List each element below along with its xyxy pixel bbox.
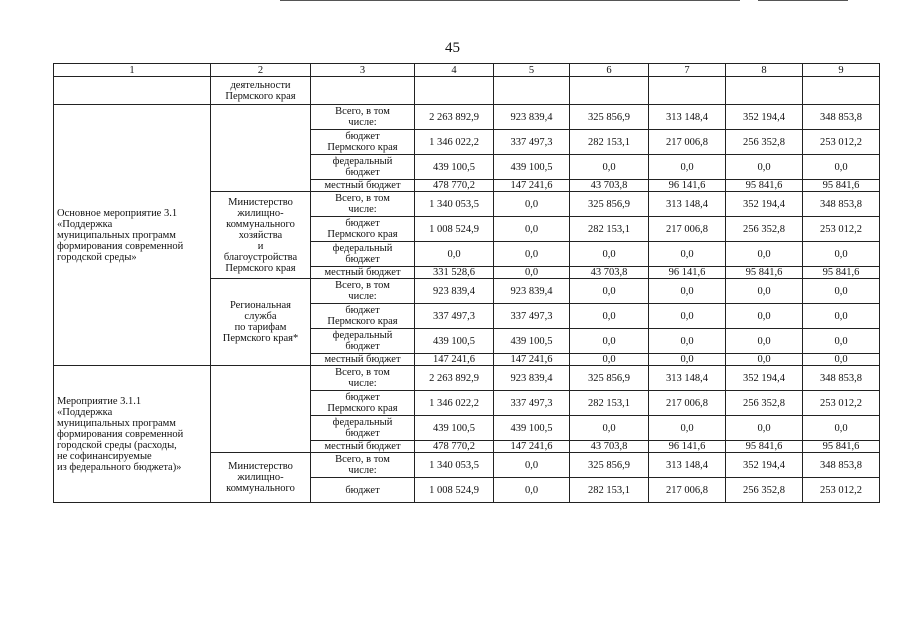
amount-cell: 0,0 xyxy=(726,416,803,441)
amount-cell: 348 853,8 xyxy=(803,366,880,391)
amount-cell: 325 856,9 xyxy=(570,105,649,130)
amount-cell: 0,0 xyxy=(803,354,880,366)
amount-cell: 253 012,2 xyxy=(803,130,880,155)
amount-cell: 923 839,4 xyxy=(494,279,570,304)
amount-cell: 256 352,8 xyxy=(726,391,803,416)
funding-source-cell: бюджет xyxy=(311,478,415,503)
amount-cell: 253 012,2 xyxy=(803,478,880,503)
amount-cell: 352 194,4 xyxy=(726,192,803,217)
header-cell: 5 xyxy=(494,64,570,77)
amount-cell: 313 148,4 xyxy=(649,453,726,478)
amount-cell: 439 100,5 xyxy=(494,155,570,180)
amount-cell: 313 148,4 xyxy=(649,192,726,217)
funding-source-cell: Всего, в том числе: xyxy=(311,366,415,391)
amount-cell: 0,0 xyxy=(570,279,649,304)
amount-cell: 253 012,2 xyxy=(803,217,880,242)
amount-cell: 95 841,6 xyxy=(726,267,803,279)
amount-cell: 439 100,5 xyxy=(415,155,494,180)
amount-cell: 0,0 xyxy=(803,304,880,329)
amount-cell: 147 241,6 xyxy=(415,354,494,366)
amount-cell: 0,0 xyxy=(570,416,649,441)
amount-cell: 0,0 xyxy=(726,155,803,180)
amount-cell: 0,0 xyxy=(570,304,649,329)
header-cell: 2 xyxy=(211,64,311,77)
amount-cell: 352 194,4 xyxy=(726,453,803,478)
funding-source-cell: местный бюджет xyxy=(311,354,415,366)
funding-source-cell: федеральный бюджет xyxy=(311,329,415,354)
table-row xyxy=(54,366,880,391)
header-cell: 7 xyxy=(649,64,726,77)
amount-cell: 313 148,4 xyxy=(649,105,726,130)
funding-source-cell: федеральный бюджет xyxy=(311,416,415,441)
amount-cell: 0,0 xyxy=(803,155,880,180)
funding-source-cell: местный бюджет xyxy=(311,180,415,192)
amount-cell: 96 141,6 xyxy=(649,180,726,192)
activity-title-cell: Основное мероприятие 3.1 «Поддержка муниципальных программ формирования современной городской среды» xyxy=(54,105,211,366)
amount-cell: 147 241,6 xyxy=(494,441,570,453)
amount-cell: 1 008 524,9 xyxy=(415,478,494,503)
amount-cell: 348 853,8 xyxy=(803,192,880,217)
empty-cell xyxy=(494,77,570,105)
amount-cell: 217 006,8 xyxy=(649,130,726,155)
amount-cell: 217 006,8 xyxy=(649,391,726,416)
amount-cell: 0,0 xyxy=(494,192,570,217)
header-cell: 9 xyxy=(803,64,880,77)
amount-cell: 282 153,1 xyxy=(570,130,649,155)
amount-cell: 0,0 xyxy=(649,304,726,329)
amount-cell: 352 194,4 xyxy=(726,105,803,130)
amount-cell: 282 153,1 xyxy=(570,217,649,242)
empty-cell xyxy=(803,77,880,105)
amount-cell: 0,0 xyxy=(415,242,494,267)
amount-cell: 147 241,6 xyxy=(494,354,570,366)
amount-cell: 0,0 xyxy=(570,242,649,267)
amount-cell: 337 497,3 xyxy=(494,391,570,416)
amount-cell: 282 153,1 xyxy=(570,391,649,416)
funding-source-cell: федеральный бюджет xyxy=(311,155,415,180)
funding-source-cell: Всего, в том числе: xyxy=(311,279,415,304)
funding-source-cell: местный бюджет xyxy=(311,267,415,279)
amount-cell: 217 006,8 xyxy=(649,217,726,242)
funding-source-cell: федеральный бюджет xyxy=(311,242,415,267)
amount-cell: 439 100,5 xyxy=(415,416,494,441)
amount-cell: 1 340 053,5 xyxy=(415,192,494,217)
amount-cell: 0,0 xyxy=(649,242,726,267)
amount-cell: 0,0 xyxy=(570,155,649,180)
amount-cell: 2 263 892,9 xyxy=(415,105,494,130)
empty-cell xyxy=(649,77,726,105)
amount-cell: 43 703,8 xyxy=(570,180,649,192)
activity-title-cell: Мероприятие 3.1.1 «Поддержка муниципальных программ формирования современной городской среды (расходы, не софинансируемые из федерального бюджета)» xyxy=(54,366,211,503)
empty-cell xyxy=(570,77,649,105)
amount-cell: 439 100,5 xyxy=(415,329,494,354)
header-cell: 3 xyxy=(311,64,415,77)
table-header-row xyxy=(54,64,880,77)
empty-cell xyxy=(415,77,494,105)
amount-cell: 1 346 022,2 xyxy=(415,391,494,416)
agency-cell xyxy=(211,366,311,453)
amount-cell: 313 148,4 xyxy=(649,366,726,391)
amount-cell: 253 012,2 xyxy=(803,391,880,416)
amount-cell: 95 841,6 xyxy=(803,180,880,192)
amount-cell: 147 241,6 xyxy=(494,180,570,192)
amount-cell: 0,0 xyxy=(803,416,880,441)
amount-cell: 2 263 892,9 xyxy=(415,366,494,391)
amount-cell: 95 841,6 xyxy=(803,441,880,453)
amount-cell: 0,0 xyxy=(494,242,570,267)
funding-source-cell: бюджет Пермского края xyxy=(311,391,415,416)
top-rule xyxy=(280,0,740,1)
amount-cell: 0,0 xyxy=(726,354,803,366)
amount-cell: 0,0 xyxy=(649,329,726,354)
funding-source-cell: бюджет Пермского края xyxy=(311,304,415,329)
amount-cell: 1 346 022,2 xyxy=(415,130,494,155)
amount-cell: 352 194,4 xyxy=(726,366,803,391)
funding-source-cell: местный бюджет xyxy=(311,441,415,453)
amount-cell: 337 497,3 xyxy=(494,130,570,155)
empty-cell xyxy=(311,77,415,105)
amount-cell: 95 841,6 xyxy=(726,180,803,192)
amount-cell: 337 497,3 xyxy=(415,304,494,329)
funding-source-cell: бюджет Пермского края xyxy=(311,217,415,242)
amount-cell: 0,0 xyxy=(649,416,726,441)
amount-cell: 439 100,5 xyxy=(494,416,570,441)
funding-source-cell: Всего, в том числе: xyxy=(311,453,415,478)
amount-cell: 0,0 xyxy=(649,155,726,180)
agency-cell: Министерство жилищно- коммунального хозяйства и благоустройства Пермского края xyxy=(211,192,311,279)
funding-source-cell: бюджет Пермского края xyxy=(311,130,415,155)
amount-cell: 331 528,6 xyxy=(415,267,494,279)
amount-cell: 43 703,8 xyxy=(570,267,649,279)
amount-cell: 0,0 xyxy=(570,354,649,366)
activity-cell xyxy=(54,77,211,105)
amount-cell: 256 352,8 xyxy=(726,217,803,242)
empty-cell xyxy=(726,77,803,105)
amount-cell: 923 839,4 xyxy=(494,105,570,130)
amount-cell: 923 839,4 xyxy=(415,279,494,304)
amount-cell: 337 497,3 xyxy=(494,304,570,329)
amount-cell: 325 856,9 xyxy=(570,453,649,478)
amount-cell: 325 856,9 xyxy=(570,192,649,217)
amount-cell: 0,0 xyxy=(494,217,570,242)
amount-cell: 1 340 053,5 xyxy=(415,453,494,478)
amount-cell: 96 141,6 xyxy=(649,441,726,453)
header-cell: 6 xyxy=(570,64,649,77)
amount-cell: 0,0 xyxy=(726,279,803,304)
amount-cell: 43 703,8 xyxy=(570,441,649,453)
amount-cell: 0,0 xyxy=(649,354,726,366)
amount-cell: 478 770,2 xyxy=(415,180,494,192)
amount-cell: 96 141,6 xyxy=(649,267,726,279)
budget-table xyxy=(53,63,880,503)
table-row xyxy=(54,77,880,105)
amount-cell: 0,0 xyxy=(803,329,880,354)
amount-cell: 348 853,8 xyxy=(803,105,880,130)
amount-cell: 0,0 xyxy=(726,304,803,329)
amount-cell: 0,0 xyxy=(494,478,570,503)
amount-cell: 0,0 xyxy=(803,242,880,267)
amount-cell: 1 008 524,9 xyxy=(415,217,494,242)
amount-cell: 95 841,6 xyxy=(726,441,803,453)
amount-cell: 0,0 xyxy=(494,267,570,279)
amount-cell: 0,0 xyxy=(570,329,649,354)
agency-cell: Региональная служба по тарифам Пермского края* xyxy=(211,279,311,366)
amount-cell: 217 006,8 xyxy=(649,478,726,503)
amount-cell: 923 839,4 xyxy=(494,366,570,391)
header-cell: 1 xyxy=(54,64,211,77)
amount-cell: 282 153,1 xyxy=(570,478,649,503)
top-rule-right xyxy=(758,0,848,1)
page-number: 45 xyxy=(445,40,460,56)
amount-cell: 0,0 xyxy=(726,329,803,354)
amount-cell: 0,0 xyxy=(803,279,880,304)
amount-cell: 0,0 xyxy=(494,453,570,478)
amount-cell: 348 853,8 xyxy=(803,453,880,478)
amount-cell: 0,0 xyxy=(726,242,803,267)
amount-cell: 0,0 xyxy=(649,279,726,304)
funding-source-cell: Всего, в том числе: xyxy=(311,192,415,217)
amount-cell: 256 352,8 xyxy=(726,130,803,155)
amount-cell: 478 770,2 xyxy=(415,441,494,453)
funding-source-cell: Всего, в том числе: xyxy=(311,105,415,130)
agency-cell: Министерство жилищно- коммунального xyxy=(211,453,311,503)
amount-cell: 439 100,5 xyxy=(494,329,570,354)
header-cell: 4 xyxy=(415,64,494,77)
table-row xyxy=(54,105,880,130)
header-cell: 8 xyxy=(726,64,803,77)
agency-cell: деятельности Пермского края xyxy=(211,77,311,105)
amount-cell: 95 841,6 xyxy=(803,267,880,279)
amount-cell: 325 856,9 xyxy=(570,366,649,391)
amount-cell: 256 352,8 xyxy=(726,478,803,503)
agency-cell xyxy=(211,105,311,192)
